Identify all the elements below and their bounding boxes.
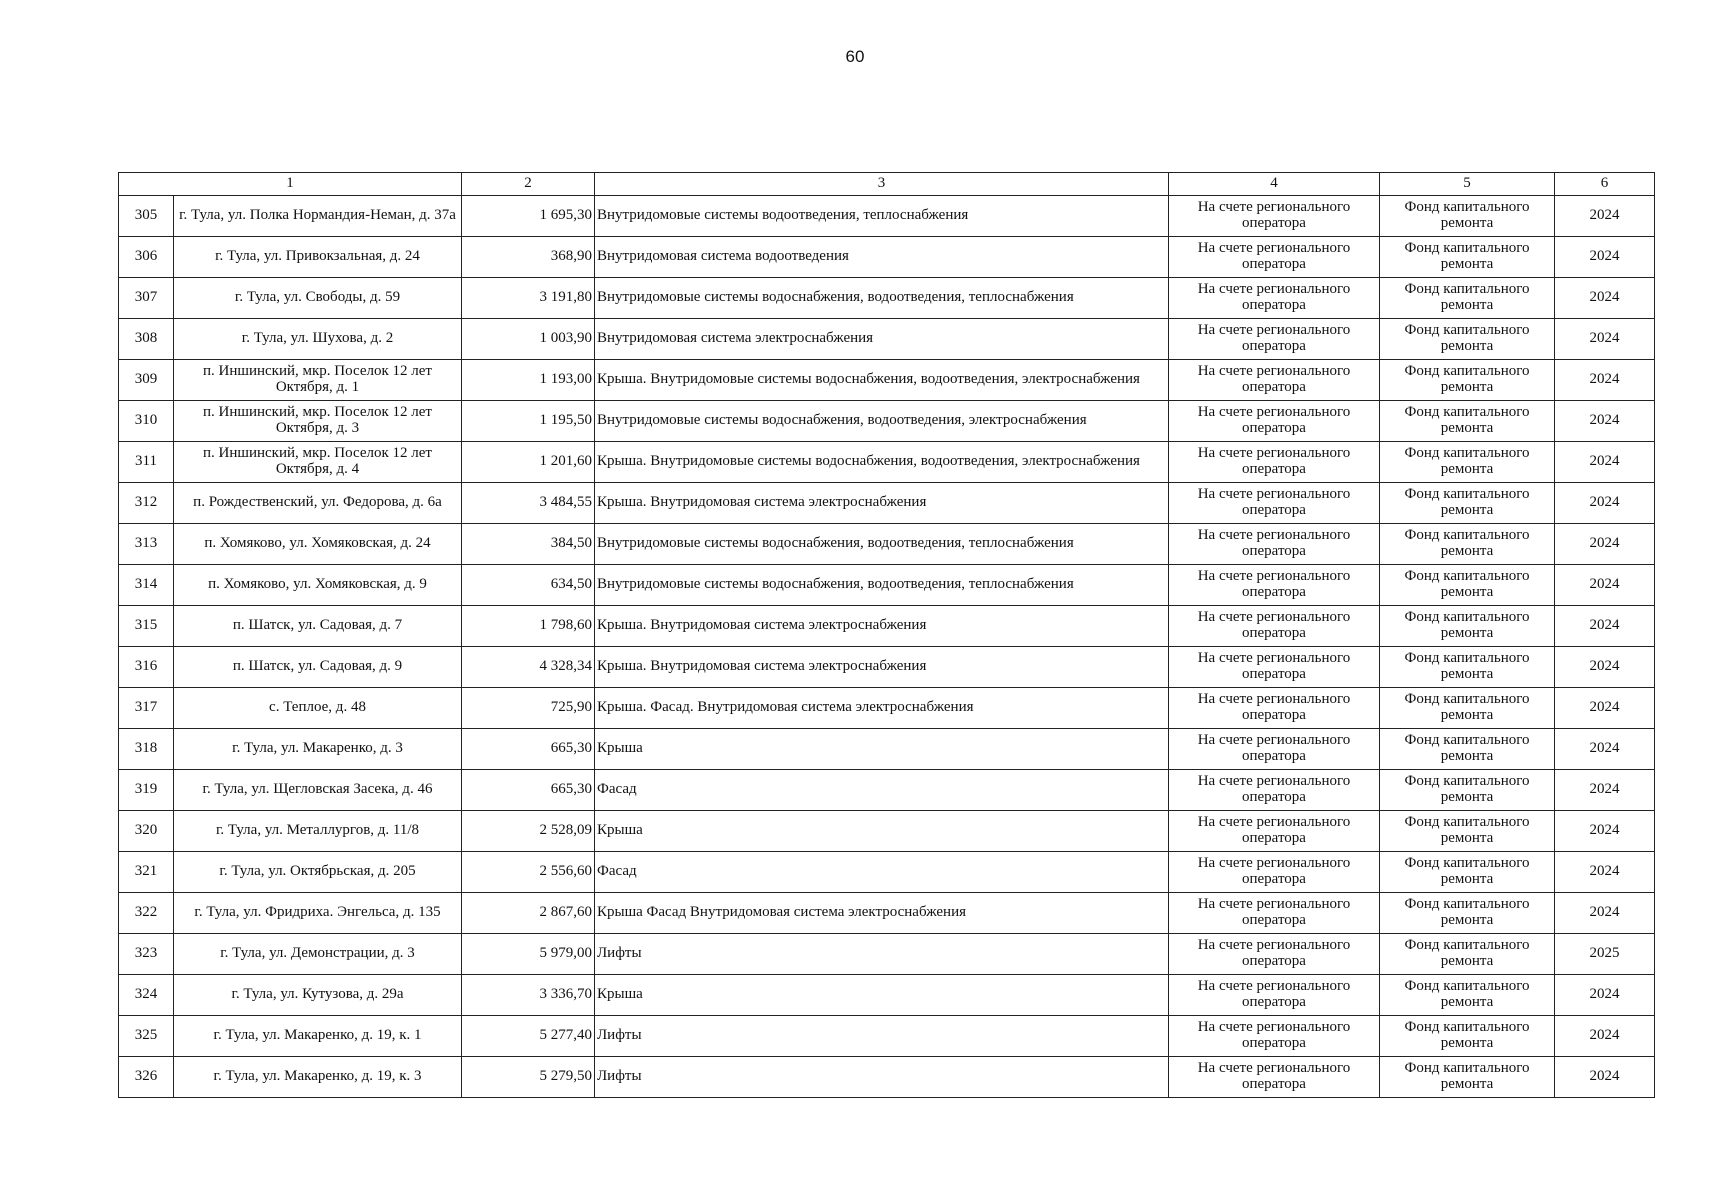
row-account: На счете регионального оператора — [1169, 401, 1380, 442]
row-number: 313 — [119, 524, 174, 565]
column-header-2: 2 — [462, 173, 595, 196]
row-address: г. Тула, ул. Кутузова, д. 29а — [174, 975, 462, 1016]
row-cost: 2 556,60 — [462, 852, 595, 893]
row-cost: 1 003,90 — [462, 319, 595, 360]
row-cost: 4 328,34 — [462, 647, 595, 688]
row-account: На счете регионального оператора — [1169, 770, 1380, 811]
row-number: 307 — [119, 278, 174, 319]
row-funding-source: Фонд капитального ремонта — [1380, 319, 1555, 360]
row-account: На счете регионального оператора — [1169, 524, 1380, 565]
row-year: 2024 — [1555, 852, 1655, 893]
table-row — [119, 278, 1655, 319]
row-cost: 725,90 — [462, 688, 595, 729]
row-number: 317 — [119, 688, 174, 729]
row-works: Лифты — [595, 1016, 1169, 1057]
row-number: 309 — [119, 360, 174, 401]
table-row — [119, 360, 1655, 401]
table-row — [119, 401, 1655, 442]
row-year: 2024 — [1555, 893, 1655, 934]
row-account: На счете регионального оператора — [1169, 196, 1380, 237]
row-number: 320 — [119, 811, 174, 852]
table-row — [119, 852, 1655, 893]
row-address: г. Тула, ул. Привокзальная, д. 24 — [174, 237, 462, 278]
row-address: г. Тула, ул. Макаренко, д. 19, к. 1 — [174, 1016, 462, 1057]
table-row — [119, 729, 1655, 770]
table-row — [119, 606, 1655, 647]
row-number: 322 — [119, 893, 174, 934]
row-cost: 3 191,80 — [462, 278, 595, 319]
row-funding-source: Фонд капитального ремонта — [1380, 647, 1555, 688]
row-cost: 3 336,70 — [462, 975, 595, 1016]
column-header-6: 6 — [1555, 173, 1655, 196]
row-works: Крыша Фасад Внутридомовая система электроснабжения — [595, 893, 1169, 934]
row-works: Крыша. Внутридомовые системы водоснабжения, водоотведения, электроснабжения — [595, 360, 1169, 401]
row-funding-source: Фонд капитального ремонта — [1380, 237, 1555, 278]
table-row — [119, 1016, 1655, 1057]
row-address: г. Тула, ул. Свободы, д. 59 — [174, 278, 462, 319]
row-funding-source: Фонд капитального ремонта — [1380, 278, 1555, 319]
row-address: г. Тула, ул. Металлургов, д. 11/8 — [174, 811, 462, 852]
row-works: Крыша. Фасад. Внутридомовая система электроснабжения — [595, 688, 1169, 729]
row-year: 2024 — [1555, 647, 1655, 688]
row-account: На счете регионального оператора — [1169, 1016, 1380, 1057]
row-address: п. Иншинский, мкр. Поселок 12 лет Октября, д. 4 — [174, 442, 462, 483]
row-cost: 665,30 — [462, 729, 595, 770]
row-address: п. Хомяково, ул. Хомяковская, д. 24 — [174, 524, 462, 565]
row-cost: 1 695,30 — [462, 196, 595, 237]
column-header-1: 1 — [119, 173, 462, 196]
row-year: 2024 — [1555, 524, 1655, 565]
row-year: 2024 — [1555, 770, 1655, 811]
row-number: 321 — [119, 852, 174, 893]
row-funding-source: Фонд капитального ремонта — [1380, 483, 1555, 524]
row-number: 315 — [119, 606, 174, 647]
row-works: Внутридомовая система водоотведения — [595, 237, 1169, 278]
row-funding-source: Фонд капитального ремонта — [1380, 729, 1555, 770]
row-works: Внутридомовые системы водоснабжения, водоотведения, теплоснабжения — [595, 524, 1169, 565]
row-year: 2025 — [1555, 934, 1655, 975]
row-address: г. Тула, ул. Полка Нормандия-Неман, д. 37а — [174, 196, 462, 237]
row-year: 2024 — [1555, 975, 1655, 1016]
row-cost: 5 279,50 — [462, 1057, 595, 1098]
row-funding-source: Фонд капитального ремонта — [1380, 360, 1555, 401]
row-account: На счете регионального оператора — [1169, 483, 1380, 524]
row-year: 2024 — [1555, 442, 1655, 483]
table-row — [119, 688, 1655, 729]
row-cost: 3 484,55 — [462, 483, 595, 524]
row-cost: 2 867,60 — [462, 893, 595, 934]
row-works: Лифты — [595, 934, 1169, 975]
row-cost: 1 201,60 — [462, 442, 595, 483]
row-year: 2024 — [1555, 729, 1655, 770]
row-number: 314 — [119, 565, 174, 606]
row-number: 324 — [119, 975, 174, 1016]
row-number: 318 — [119, 729, 174, 770]
row-works: Крыша. Внутридомовая система электроснабжения — [595, 606, 1169, 647]
row-number: 316 — [119, 647, 174, 688]
row-number: 305 — [119, 196, 174, 237]
row-cost: 5 277,40 — [462, 1016, 595, 1057]
row-address: г. Тула, ул. Шухова, д. 2 — [174, 319, 462, 360]
row-account: На счете регионального оператора — [1169, 278, 1380, 319]
row-works: Внутридомовые системы водоснабжения, водоотведения, теплоснабжения — [595, 278, 1169, 319]
row-funding-source: Фонд капитального ремонта — [1380, 934, 1555, 975]
row-year: 2024 — [1555, 278, 1655, 319]
row-year: 2024 — [1555, 1016, 1655, 1057]
row-funding-source: Фонд капитального ремонта — [1380, 524, 1555, 565]
row-account: На счете регионального оператора — [1169, 934, 1380, 975]
row-account: На счете регионального оператора — [1169, 729, 1380, 770]
row-year: 2024 — [1555, 1057, 1655, 1098]
row-account: На счете регионального оператора — [1169, 606, 1380, 647]
row-address: г. Тула, ул. Макаренко, д. 3 — [174, 729, 462, 770]
row-year: 2024 — [1555, 811, 1655, 852]
row-account: На счете регионального оператора — [1169, 852, 1380, 893]
row-cost: 384,50 — [462, 524, 595, 565]
row-account: На счете регионального оператора — [1169, 360, 1380, 401]
column-header-3: 3 — [595, 173, 1169, 196]
row-funding-source: Фонд капитального ремонта — [1380, 401, 1555, 442]
row-funding-source: Фонд капитального ремонта — [1380, 1057, 1555, 1098]
row-funding-source: Фонд капитального ремонта — [1380, 811, 1555, 852]
table-row — [119, 975, 1655, 1016]
row-address: г. Тула, ул. Фридриха. Энгельса, д. 135 — [174, 893, 462, 934]
row-address: с. Теплое, д. 48 — [174, 688, 462, 729]
page-number: 60 — [845, 47, 865, 66]
row-account: На счете регионального оператора — [1169, 975, 1380, 1016]
row-number: 311 — [119, 442, 174, 483]
row-cost: 1 798,60 — [462, 606, 595, 647]
row-works: Крыша. Внутридомовая система электроснабжения — [595, 647, 1169, 688]
row-funding-source: Фонд капитального ремонта — [1380, 770, 1555, 811]
row-number: 325 — [119, 1016, 174, 1057]
row-works: Внутридомовые системы водоснабжения, водоотведения, теплоснабжения — [595, 565, 1169, 606]
row-address: п. Шатск, ул. Садовая, д. 9 — [174, 647, 462, 688]
row-account: На счете регионального оператора — [1169, 893, 1380, 934]
row-address: п. Иншинский, мкр. Поселок 12 лет Октября, д. 1 — [174, 360, 462, 401]
row-year: 2024 — [1555, 688, 1655, 729]
table-row — [119, 319, 1655, 360]
row-funding-source: Фонд капитального ремонта — [1380, 688, 1555, 729]
row-funding-source: Фонд капитального ремонта — [1380, 852, 1555, 893]
table-row — [119, 770, 1655, 811]
row-year: 2024 — [1555, 483, 1655, 524]
row-works: Крыша — [595, 975, 1169, 1016]
row-number: 319 — [119, 770, 174, 811]
row-funding-source: Фонд капитального ремонта — [1380, 975, 1555, 1016]
row-works: Крыша. Внутридомовые системы водоснабжения, водоотведения, электроснабжения — [595, 442, 1169, 483]
row-address: п. Хомяково, ул. Хомяковская, д. 9 — [174, 565, 462, 606]
row-cost: 634,50 — [462, 565, 595, 606]
row-number: 312 — [119, 483, 174, 524]
row-funding-source: Фонд капитального ремонта — [1380, 565, 1555, 606]
row-account: На счете регионального оператора — [1169, 688, 1380, 729]
row-year: 2024 — [1555, 196, 1655, 237]
row-works: Внутридомовые системы водоотведения, теплоснабжения — [595, 196, 1169, 237]
row-works: Внутридомовая система электроснабжения — [595, 319, 1169, 360]
table-row — [119, 565, 1655, 606]
row-number: 306 — [119, 237, 174, 278]
table-row — [119, 934, 1655, 975]
column-header-5: 5 — [1380, 173, 1555, 196]
row-number: 308 — [119, 319, 174, 360]
row-account: На счете регионального оператора — [1169, 442, 1380, 483]
row-year: 2024 — [1555, 401, 1655, 442]
row-account: На счете регионального оператора — [1169, 1057, 1380, 1098]
row-number: 310 — [119, 401, 174, 442]
row-works: Фасад — [595, 852, 1169, 893]
row-year: 2024 — [1555, 360, 1655, 401]
row-cost: 5 979,00 — [462, 934, 595, 975]
row-number: 323 — [119, 934, 174, 975]
row-funding-source: Фонд капитального ремонта — [1380, 196, 1555, 237]
row-year: 2024 — [1555, 237, 1655, 278]
table-row — [119, 483, 1655, 524]
row-number: 326 — [119, 1057, 174, 1098]
row-address: п. Иншинский, мкр. Поселок 12 лет Октября, д. 3 — [174, 401, 462, 442]
row-address: п. Рождественский, ул. Федорова, д. 6а — [174, 483, 462, 524]
row-account: На счете регионального оператора — [1169, 565, 1380, 606]
row-year: 2024 — [1555, 319, 1655, 360]
row-funding-source: Фонд капитального ремонта — [1380, 893, 1555, 934]
row-account: На счете регионального оператора — [1169, 237, 1380, 278]
table-row — [119, 237, 1655, 278]
row-funding-source: Фонд капитального ремонта — [1380, 442, 1555, 483]
table-row — [119, 196, 1655, 237]
repair-program-table — [118, 172, 1655, 1098]
table-row — [119, 647, 1655, 688]
row-funding-source: Фонд капитального ремонта — [1380, 1016, 1555, 1057]
row-works: Лифты — [595, 1057, 1169, 1098]
row-funding-source: Фонд капитального ремонта — [1380, 606, 1555, 647]
table-row — [119, 893, 1655, 934]
column-header-4: 4 — [1169, 173, 1380, 196]
row-cost: 1 195,50 — [462, 401, 595, 442]
row-year: 2024 — [1555, 606, 1655, 647]
table-body — [119, 196, 1655, 1098]
row-works: Крыша — [595, 729, 1169, 770]
row-cost: 368,90 — [462, 237, 595, 278]
row-works: Внутридомовые системы водоснабжения, водоотведения, электроснабжения — [595, 401, 1169, 442]
row-works: Крыша — [595, 811, 1169, 852]
row-works: Крыша. Внутридомовая система электроснабжения — [595, 483, 1169, 524]
row-account: На счете регионального оператора — [1169, 811, 1380, 852]
table-row — [119, 811, 1655, 852]
row-cost: 665,30 — [462, 770, 595, 811]
column-number-header-row — [119, 173, 1655, 196]
row-account: На счете регионального оператора — [1169, 647, 1380, 688]
row-year: 2024 — [1555, 565, 1655, 606]
row-address: г. Тула, ул. Макаренко, д. 19, к. 3 — [174, 1057, 462, 1098]
table-row — [119, 524, 1655, 565]
row-account: На счете регионального оператора — [1169, 319, 1380, 360]
table-row — [119, 442, 1655, 483]
row-address: г. Тула, ул. Октябрьская, д. 205 — [174, 852, 462, 893]
row-address: п. Шатск, ул. Садовая, д. 7 — [174, 606, 462, 647]
row-cost: 1 193,00 — [462, 360, 595, 401]
row-address: г. Тула, ул. Демонстрации, д. 3 — [174, 934, 462, 975]
row-works: Фасад — [595, 770, 1169, 811]
row-address: г. Тула, ул. Щегловская Засека, д. 46 — [174, 770, 462, 811]
table-row — [119, 1057, 1655, 1098]
row-cost: 2 528,09 — [462, 811, 595, 852]
